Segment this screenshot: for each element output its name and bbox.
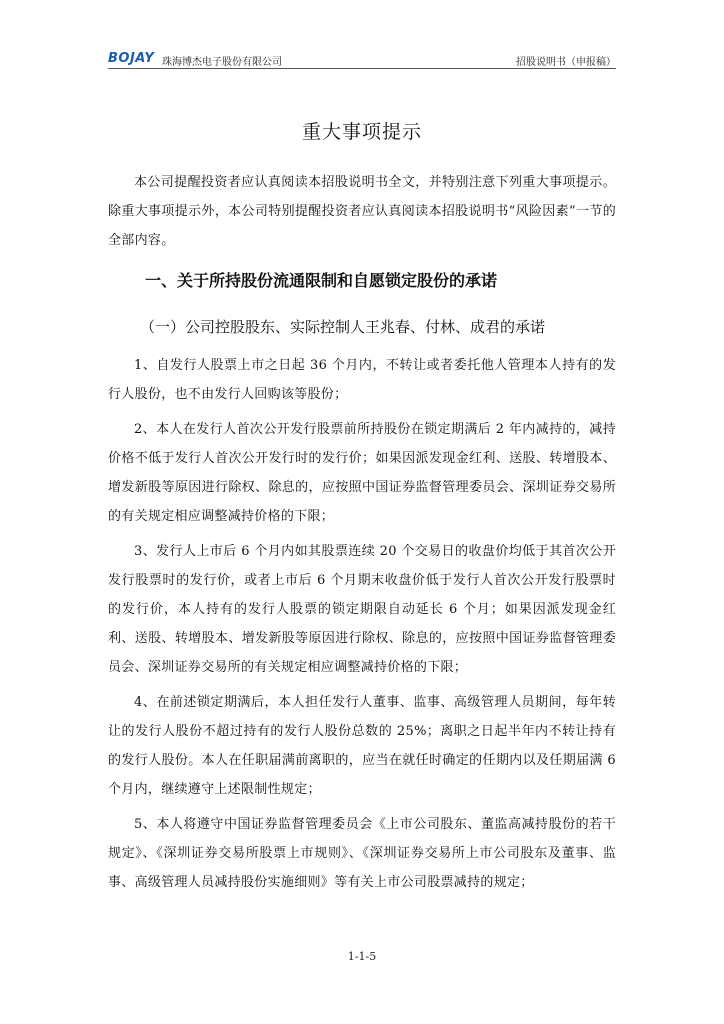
commitment-paragraph-3: 3、发行人上市后 6 个月内如其股票连续 20 个交易日的收盘价均低于其首次公开发行股票时的发行价，或者上市后 6 个月期末收盘价低于发行人首次公开发行股票时的发行价，本人持有的发行人股票的锁定期限自动延长 6 个月；如果因派发现金红利、送股、转增股本、增发新股等原因进行除权、除息的，应按照中国证券监督管理委员会、深圳证券交易所的有关规定相应调整减持价格的下限；	[108, 544, 616, 675]
commitment-paragraph-1: 1、自发行人股票上市之日起 36 个月内，不转让或者委托他人管理本人持有的发行人股份，也不由发行人回购该等股份；	[108, 358, 616, 402]
header-divider	[108, 68, 616, 69]
commitment-paragraph-2: 2、本人在发行人首次公开发行股票前所持股份在锁定期满后 2 年内减持的，减持价格不低于发行人首次公开发行时的发行价；如果因派发现金红利、送股、转增股本、增发新股等原因进行除权、除息的，应按照中国证券监督管理委员会、深圳证券交易所的有关规定相应调整减持价格的下限；	[108, 422, 616, 524]
subsection-heading: （一）公司控股股东、实际控制人王兆春、付林、成君的承诺	[140, 318, 546, 336]
intro-paragraph: 本公司提醒投资者应认真阅读本招股说明书全文，并特别注意下列重大事项提示。除重大事项提示外，本公司特别提醒投资者应认真阅读本招股说明书“风险因素”一节的全部内容。	[108, 175, 616, 248]
commitment-paragraph-4: 4、在前述锁定期满后，本人担任发行人董事、监事、高级管理人员期间，每年转让的发行人股份不超过持有的发行人股份总数的 25%；离职之日起半年内不转让持有的发行人股份。本人在任职届满前离职的，应当在就任时确定的任期内以及任期届满 6 个月内，继续遵守上述限制性规定；	[108, 695, 616, 797]
page-number: 1-1-5	[347, 950, 377, 963]
section-heading: 一、关于所持股份流通限制和自愿锁定股份的承诺	[145, 271, 498, 290]
company-logo: BOJAY	[108, 51, 155, 66]
page-title: 重大事项提示	[301, 121, 422, 143]
document-type: 招股说明书（申报稿）	[516, 57, 616, 68]
document-body	[108, 168, 616, 903]
company-name: 珠海博杰电子股份有限公司	[162, 57, 282, 68]
commitment-paragraph-5: 5、本人将遵守中国证券监督管理委员会《上市公司股东、董监高减持股份的若干规定》、《深圳证券交易所股票上市规则》、《深圳证券交易所上市公司股东及董事、监事、高级管理人员减持股份实施细则》等有关上市公司股票减持的规定；	[108, 817, 616, 890]
page-header	[108, 50, 616, 70]
